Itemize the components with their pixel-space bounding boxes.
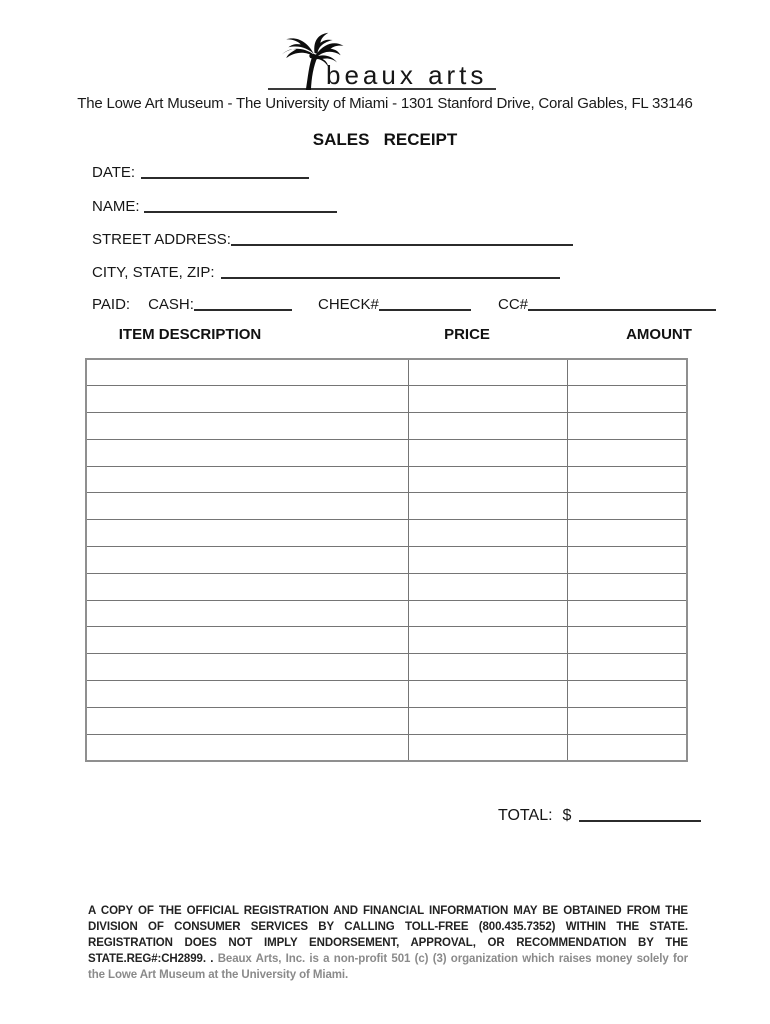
amount-cell[interactable] xyxy=(567,681,687,708)
currency-symbol: $ xyxy=(562,807,572,824)
item-description-cell[interactable] xyxy=(86,359,408,386)
date-field-row xyxy=(92,163,309,181)
price-cell[interactable] xyxy=(408,359,567,386)
logo-wordmark: beaux arts xyxy=(326,60,488,90)
check-number-label: CHECK# xyxy=(318,296,379,313)
total-input[interactable] xyxy=(579,808,701,822)
amount-cell[interactable] xyxy=(567,439,687,466)
check-group xyxy=(318,295,471,313)
price-cell[interactable] xyxy=(408,681,567,708)
table-row xyxy=(86,627,687,654)
table-row xyxy=(86,573,687,600)
item-description-cell[interactable] xyxy=(86,386,408,413)
cash-input[interactable] xyxy=(194,297,292,311)
price-cell[interactable] xyxy=(408,654,567,681)
price-cell[interactable] xyxy=(408,707,567,734)
beaux-arts-logo xyxy=(268,38,496,90)
price-cell[interactable] xyxy=(408,734,567,761)
column-header-price: PRICE xyxy=(444,326,490,343)
price-cell[interactable] xyxy=(408,547,567,574)
price-cell[interactable] xyxy=(408,573,567,600)
table-row xyxy=(86,707,687,734)
street-address-field-row xyxy=(92,230,573,248)
city-state-zip-field-row xyxy=(92,263,560,281)
museum-address: The Lowe Art Museum - The University of Miami - 1301 Stanford Drive, Coral Gables, FL 33146 xyxy=(77,95,693,112)
price-cell[interactable] xyxy=(408,600,567,627)
paid-label: PAID: xyxy=(92,296,131,313)
amount-cell[interactable] xyxy=(567,654,687,681)
column-header-item-description: ITEM DESCRIPTION xyxy=(118,326,262,343)
table-row xyxy=(86,547,687,574)
item-description-cell[interactable] xyxy=(86,627,408,654)
table-row xyxy=(86,654,687,681)
amount-cell[interactable] xyxy=(567,359,687,386)
table-row xyxy=(86,386,687,413)
registration-disclaimer-text: A COPY OF THE OFFICIAL REGISTRATION AND FINANCIAL INFORMATION MAY BE OBTAINED FROM THE DIVISION OF CONSUMER SERVICES BY CALLING TOLL-FREE (800.435.7352) WITHIN THE STATE. REGISTRATION DOES NOT IMPLY ENDORSEMENT, APPROVAL, OR RECOMMENDATION BY THE STATE.REG#:CH2899. . xyxy=(88,905,688,965)
amount-cell[interactable] xyxy=(567,493,687,520)
amount-cell[interactable] xyxy=(567,547,687,574)
price-cell[interactable] xyxy=(408,493,567,520)
payment-row xyxy=(92,295,732,313)
name-label: NAME: xyxy=(92,198,140,215)
amount-cell[interactable] xyxy=(567,600,687,627)
table-row xyxy=(86,520,687,547)
item-description-cell[interactable] xyxy=(86,681,408,708)
credit-card-input[interactable] xyxy=(528,297,716,311)
nonprofit-disclaimer-text: Beaux Arts, Inc. is a non-profit 501 (c) (3) organization which raises money solely for the Lowe Art Museum at the University of Miami. xyxy=(88,953,688,981)
name-field-row xyxy=(92,197,337,215)
item-description-cell[interactable] xyxy=(86,654,408,681)
city-state-zip-label: CITY, STATE, ZIP: xyxy=(92,264,215,281)
name-input[interactable] xyxy=(144,199,337,213)
total-row xyxy=(498,806,701,825)
item-description-cell[interactable] xyxy=(86,573,408,600)
page-title: SALES RECEIPT xyxy=(312,130,458,149)
total-label: TOTAL: xyxy=(498,807,553,824)
table-row xyxy=(86,413,687,440)
price-cell[interactable] xyxy=(408,386,567,413)
item-description-cell[interactable] xyxy=(86,734,408,761)
street-address-input[interactable] xyxy=(231,232,573,246)
item-description-cell[interactable] xyxy=(86,493,408,520)
legal-disclaimer xyxy=(88,903,688,983)
item-description-cell[interactable] xyxy=(86,520,408,547)
amount-cell[interactable] xyxy=(567,413,687,440)
table-row xyxy=(86,439,687,466)
item-description-cell[interactable] xyxy=(86,707,408,734)
amount-cell[interactable] xyxy=(567,520,687,547)
items-table-body xyxy=(86,359,687,761)
table-row xyxy=(86,681,687,708)
check-number-input[interactable] xyxy=(379,297,471,311)
city-state-zip-input[interactable] xyxy=(221,265,560,279)
amount-cell[interactable] xyxy=(567,734,687,761)
price-cell[interactable] xyxy=(408,520,567,547)
price-cell[interactable] xyxy=(408,439,567,466)
price-cell[interactable] xyxy=(408,466,567,493)
table-row xyxy=(86,466,687,493)
item-description-cell[interactable] xyxy=(86,600,408,627)
price-cell[interactable] xyxy=(408,413,567,440)
credit-card-label: CC# xyxy=(498,296,529,313)
items-table xyxy=(85,358,688,762)
table-row xyxy=(86,600,687,627)
table-row xyxy=(86,359,687,386)
price-cell[interactable] xyxy=(408,627,567,654)
item-description-cell[interactable] xyxy=(86,439,408,466)
item-description-cell[interactable] xyxy=(86,466,408,493)
item-description-cell[interactable] xyxy=(86,413,408,440)
amount-cell[interactable] xyxy=(567,573,687,600)
table-row xyxy=(86,734,687,761)
amount-cell[interactable] xyxy=(567,386,687,413)
cash-label: CASH: xyxy=(148,296,194,313)
date-label: DATE: xyxy=(92,164,136,181)
cc-group xyxy=(498,295,716,313)
street-address-label: STREET ADDRESS: xyxy=(92,231,231,248)
amount-cell[interactable] xyxy=(567,466,687,493)
amount-cell[interactable] xyxy=(567,707,687,734)
table-row xyxy=(86,493,687,520)
column-header-amount: AMOUNT xyxy=(626,326,692,343)
date-input[interactable] xyxy=(141,165,309,179)
amount-cell[interactable] xyxy=(567,627,687,654)
item-description-cell[interactable] xyxy=(86,547,408,574)
